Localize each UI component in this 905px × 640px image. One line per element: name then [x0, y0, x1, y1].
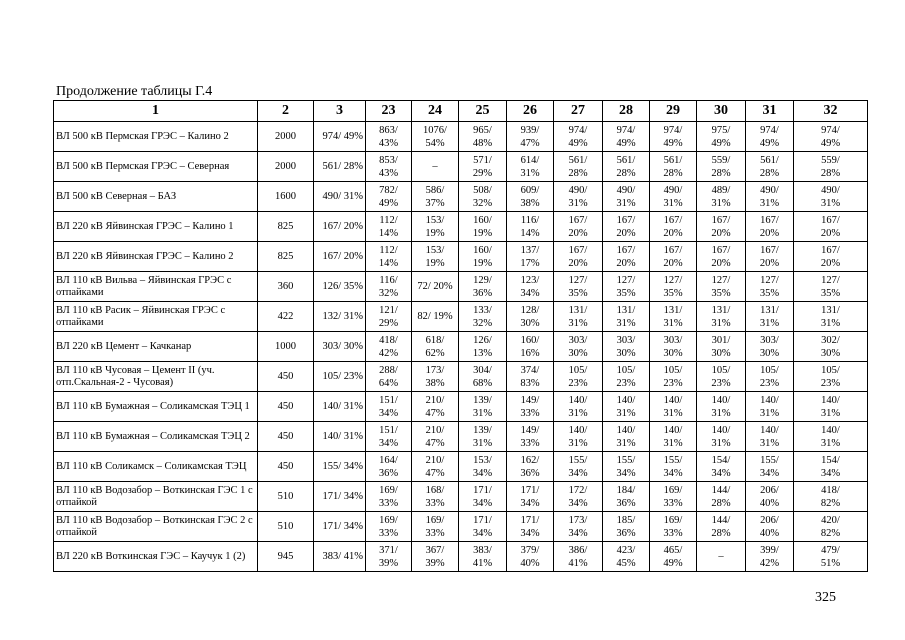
value-cell: 185/ 36%	[603, 512, 650, 542]
value-cell: 105/ 23%	[746, 362, 794, 392]
column-header: 29	[650, 101, 697, 122]
table-row	[54, 482, 868, 512]
value-cell: 72/ 20%	[412, 272, 459, 302]
value-cell: 162/ 36%	[507, 452, 554, 482]
value-cell: 974/ 49%	[650, 122, 697, 152]
value-cell: –	[697, 542, 746, 572]
capacity-cell: 1000	[258, 332, 314, 362]
value-cell: 974/ 49%	[794, 122, 868, 152]
value-cell: 121/ 29%	[366, 302, 412, 332]
value-cell: 939/ 47%	[507, 122, 554, 152]
value-cell: 561/ 28%	[746, 152, 794, 182]
value-cell: 164/ 36%	[366, 452, 412, 482]
value-cell: 140/ 31%	[794, 422, 868, 452]
value-cell: 133/ 32%	[459, 302, 507, 332]
value-cell: 144/ 28%	[697, 482, 746, 512]
value-cell: 131/ 31%	[603, 302, 650, 332]
value-cell: 586/ 37%	[412, 182, 459, 212]
value-cell: 418/ 82%	[794, 482, 868, 512]
base-load-cell: 105/ 23%	[314, 362, 366, 392]
column-header: 1	[54, 101, 258, 122]
column-header: 31	[746, 101, 794, 122]
value-cell: 155/ 34%	[603, 452, 650, 482]
value-cell: 571/ 29%	[459, 152, 507, 182]
value-cell: 167/ 20%	[603, 242, 650, 272]
column-header: 32	[794, 101, 868, 122]
table-row	[54, 362, 868, 392]
value-cell: 303/ 30%	[554, 332, 603, 362]
value-cell: 479/ 51%	[794, 542, 868, 572]
value-cell: 374/ 83%	[507, 362, 554, 392]
value-cell: 423/ 45%	[603, 542, 650, 572]
base-load-cell: 303/ 30%	[314, 332, 366, 362]
value-cell: 105/ 23%	[650, 362, 697, 392]
table-row	[54, 242, 868, 272]
value-cell: 140/ 31%	[650, 422, 697, 452]
capacity-cell: 825	[258, 242, 314, 272]
capacity-cell: 360	[258, 272, 314, 302]
value-cell: –	[412, 152, 459, 182]
base-load-cell: 561/ 28%	[314, 152, 366, 182]
value-cell: 155/ 34%	[554, 452, 603, 482]
value-cell: 614/ 31%	[507, 152, 554, 182]
value-cell: 210/ 47%	[412, 452, 459, 482]
table-row	[54, 152, 868, 182]
value-cell: 184/ 36%	[603, 482, 650, 512]
base-load-cell: 132/ 31%	[314, 302, 366, 332]
value-cell: 140/ 31%	[746, 392, 794, 422]
value-cell: 131/ 31%	[746, 302, 794, 332]
line-name-cell: ВЛ 500 кВ Пермская ГРЭС – Калино 2	[54, 122, 258, 152]
capacity-cell: 450	[258, 452, 314, 482]
value-cell: 172/ 34%	[554, 482, 603, 512]
value-cell: 559/ 28%	[794, 152, 868, 182]
base-load-cell: 171/ 34%	[314, 482, 366, 512]
value-cell: 167/ 20%	[794, 212, 868, 242]
base-load-cell: 155/ 34%	[314, 452, 366, 482]
value-cell: 140/ 31%	[603, 422, 650, 452]
base-load-cell: 490/ 31%	[314, 182, 366, 212]
base-load-cell: 171/ 34%	[314, 512, 366, 542]
value-cell: 609/ 38%	[507, 182, 554, 212]
value-cell: 126/ 13%	[459, 332, 507, 362]
value-cell: 210/ 47%	[412, 392, 459, 422]
capacity-cell: 450	[258, 362, 314, 392]
column-header: 27	[554, 101, 603, 122]
table-caption: Продолжение таблицы Г.4	[56, 84, 213, 99]
value-cell: 490/ 31%	[603, 182, 650, 212]
table-row	[54, 332, 868, 362]
capacity-cell: 510	[258, 482, 314, 512]
value-cell: 140/ 31%	[697, 422, 746, 452]
value-cell: 863/ 43%	[366, 122, 412, 152]
column-header: 23	[366, 101, 412, 122]
base-load-cell: 140/ 31%	[314, 422, 366, 452]
value-cell: 116/ 14%	[507, 212, 554, 242]
value-cell: 559/ 28%	[697, 152, 746, 182]
base-load-cell: 974/ 49%	[314, 122, 366, 152]
value-cell: 210/ 47%	[412, 422, 459, 452]
value-cell: 974/ 49%	[603, 122, 650, 152]
value-cell: 137/ 17%	[507, 242, 554, 272]
line-name-cell: ВЛ 110 кВ Водозабор – Воткинская ГЭС 1 с отпайкой	[54, 482, 258, 512]
line-name-cell: ВЛ 110 кВ Соликамск – Соликамская ТЭЦ	[54, 452, 258, 482]
value-cell: 140/ 31%	[554, 392, 603, 422]
capacity-cell: 2000	[258, 152, 314, 182]
value-cell: 420/ 82%	[794, 512, 868, 542]
base-load-cell: 140/ 31%	[314, 392, 366, 422]
value-cell: 167/ 20%	[697, 212, 746, 242]
capacity-cell: 945	[258, 542, 314, 572]
value-cell: 1076/ 54%	[412, 122, 459, 152]
value-cell: 974/ 49%	[554, 122, 603, 152]
value-cell: 149/ 33%	[507, 392, 554, 422]
capacity-cell: 1600	[258, 182, 314, 212]
value-cell: 169/ 33%	[412, 512, 459, 542]
value-cell: 169/ 33%	[650, 512, 697, 542]
line-name-cell: ВЛ 110 кВ Бумажная – Соликамская ТЭЦ 2	[54, 422, 258, 452]
value-cell: 105/ 23%	[603, 362, 650, 392]
capacity-cell: 510	[258, 512, 314, 542]
base-load-cell: 167/ 20%	[314, 212, 366, 242]
value-cell: 169/ 33%	[366, 512, 412, 542]
value-cell: 140/ 31%	[554, 422, 603, 452]
value-cell: 490/ 31%	[746, 182, 794, 212]
value-cell: 383/ 41%	[459, 542, 507, 572]
table-row	[54, 212, 868, 242]
value-cell: 561/ 28%	[603, 152, 650, 182]
value-cell: 489/ 31%	[697, 182, 746, 212]
value-cell: 160/ 19%	[459, 242, 507, 272]
value-cell: 151/ 34%	[366, 422, 412, 452]
line-name-cell: ВЛ 220 кВ Яйвинская ГРЭС – Калино 1	[54, 212, 258, 242]
value-cell: 140/ 31%	[794, 392, 868, 422]
value-cell: 508/ 32%	[459, 182, 507, 212]
line-name-cell: ВЛ 110 кВ Чусовая – Цемент II (уч. отп.Скальная-2 - Чусовая)	[54, 362, 258, 392]
value-cell: 112/ 14%	[366, 212, 412, 242]
value-cell: 167/ 20%	[794, 242, 868, 272]
value-cell: 618/ 62%	[412, 332, 459, 362]
value-cell: 975/ 49%	[697, 122, 746, 152]
table-row	[54, 452, 868, 482]
line-name-cell: ВЛ 220 кВ Воткинская ГЭС – Каучук 1 (2)	[54, 542, 258, 572]
data-table	[53, 100, 868, 572]
value-cell: 303/ 30%	[603, 332, 650, 362]
value-cell: 171/ 34%	[507, 482, 554, 512]
value-cell: 144/ 28%	[697, 512, 746, 542]
value-cell: 167/ 20%	[746, 242, 794, 272]
value-cell: 782/ 49%	[366, 182, 412, 212]
value-cell: 490/ 31%	[554, 182, 603, 212]
value-cell: 140/ 31%	[603, 392, 650, 422]
table-row	[54, 182, 868, 212]
value-cell: 965/ 48%	[459, 122, 507, 152]
value-cell: 105/ 23%	[697, 362, 746, 392]
base-load-cell: 167/ 20%	[314, 242, 366, 272]
value-cell: 561/ 28%	[650, 152, 697, 182]
value-cell: 105/ 23%	[794, 362, 868, 392]
value-cell: 561/ 28%	[554, 152, 603, 182]
value-cell: 153/ 34%	[459, 452, 507, 482]
value-cell: 140/ 31%	[697, 392, 746, 422]
value-cell: 127/ 35%	[650, 272, 697, 302]
line-name-cell: ВЛ 110 кВ Расик – Яйвинская ГРЭС с отпайками	[54, 302, 258, 332]
table-row	[54, 542, 868, 572]
line-name-cell: ВЛ 220 кВ Яйвинская ГРЭС – Калино 2	[54, 242, 258, 272]
value-cell: 171/ 34%	[459, 512, 507, 542]
base-load-cell: 126/ 35%	[314, 272, 366, 302]
value-cell: 173/ 38%	[412, 362, 459, 392]
value-cell: 206/ 40%	[746, 512, 794, 542]
value-cell: 167/ 20%	[746, 212, 794, 242]
value-cell: 853/ 43%	[366, 152, 412, 182]
column-header: 28	[603, 101, 650, 122]
value-cell: 168/ 33%	[412, 482, 459, 512]
column-header: 30	[697, 101, 746, 122]
value-cell: 155/ 34%	[650, 452, 697, 482]
value-cell: 386/ 41%	[554, 542, 603, 572]
line-name-cell: ВЛ 110 кВ Водозабор – Воткинская ГЭС 2 с отпайкой	[54, 512, 258, 542]
line-name-cell: ВЛ 110 кВ Вильва – Яйвинская ГРЭС с отпайками	[54, 272, 258, 302]
value-cell: 139/ 31%	[459, 422, 507, 452]
value-cell: 127/ 35%	[554, 272, 603, 302]
value-cell: 173/ 34%	[554, 512, 603, 542]
value-cell: 167/ 20%	[603, 212, 650, 242]
value-cell: 169/ 33%	[650, 482, 697, 512]
table-row	[54, 422, 868, 452]
table-row	[54, 272, 868, 302]
value-cell: 129/ 36%	[459, 272, 507, 302]
value-cell: 379/ 40%	[507, 542, 554, 572]
value-cell: 155/ 34%	[746, 452, 794, 482]
header-row	[54, 101, 868, 122]
value-cell: 131/ 31%	[697, 302, 746, 332]
column-header: 24	[412, 101, 459, 122]
value-cell: 128/ 30%	[507, 302, 554, 332]
column-header: 3	[314, 101, 366, 122]
value-cell: 153/ 19%	[412, 212, 459, 242]
column-header: 26	[507, 101, 554, 122]
value-cell: 140/ 31%	[746, 422, 794, 452]
capacity-cell: 825	[258, 212, 314, 242]
capacity-cell: 2000	[258, 122, 314, 152]
line-name-cell: ВЛ 500 кВ Пермская ГРЭС – Северная	[54, 152, 258, 182]
value-cell: 149/ 33%	[507, 422, 554, 452]
column-header: 25	[459, 101, 507, 122]
line-name-cell: ВЛ 220 кВ Цемент – Качканар	[54, 332, 258, 362]
value-cell: 160/ 16%	[507, 332, 554, 362]
value-cell: 139/ 31%	[459, 392, 507, 422]
value-cell: 167/ 20%	[554, 212, 603, 242]
value-cell: 140/ 31%	[650, 392, 697, 422]
value-cell: 123/ 34%	[507, 272, 554, 302]
table-row	[54, 122, 868, 152]
value-cell: 367/ 39%	[412, 542, 459, 572]
value-cell: 116/ 32%	[366, 272, 412, 302]
value-cell: 303/ 30%	[650, 332, 697, 362]
value-cell: 303/ 30%	[746, 332, 794, 362]
value-cell: 154/ 34%	[794, 452, 868, 482]
value-cell: 167/ 20%	[650, 242, 697, 272]
value-cell: 105/ 23%	[554, 362, 603, 392]
capacity-cell: 422	[258, 302, 314, 332]
value-cell: 127/ 35%	[603, 272, 650, 302]
value-cell: 490/ 31%	[650, 182, 697, 212]
line-name-cell: ВЛ 500 кВ Северная – БАЗ	[54, 182, 258, 212]
value-cell: 418/ 42%	[366, 332, 412, 362]
value-cell: 167/ 20%	[650, 212, 697, 242]
value-cell: 304/ 68%	[459, 362, 507, 392]
value-cell: 131/ 31%	[554, 302, 603, 332]
value-cell: 399/ 42%	[746, 542, 794, 572]
value-cell: 974/ 49%	[746, 122, 794, 152]
value-cell: 371/ 39%	[366, 542, 412, 572]
value-cell: 167/ 20%	[697, 242, 746, 272]
value-cell: 127/ 35%	[794, 272, 868, 302]
value-cell: 490/ 31%	[794, 182, 868, 212]
value-cell: 171/ 34%	[507, 512, 554, 542]
value-cell: 82/ 19%	[412, 302, 459, 332]
value-cell: 167/ 20%	[554, 242, 603, 272]
value-cell: 112/ 14%	[366, 242, 412, 272]
table-row	[54, 302, 868, 332]
value-cell: 302/ 30%	[794, 332, 868, 362]
value-cell: 154/ 34%	[697, 452, 746, 482]
value-cell: 160/ 19%	[459, 212, 507, 242]
table-row	[54, 512, 868, 542]
page-number: 325	[815, 590, 836, 605]
value-cell: 301/ 30%	[697, 332, 746, 362]
base-load-cell: 383/ 41%	[314, 542, 366, 572]
value-cell: 206/ 40%	[746, 482, 794, 512]
value-cell: 127/ 35%	[746, 272, 794, 302]
capacity-cell: 450	[258, 422, 314, 452]
value-cell: 465/ 49%	[650, 542, 697, 572]
value-cell: 127/ 35%	[697, 272, 746, 302]
value-cell: 171/ 34%	[459, 482, 507, 512]
value-cell: 153/ 19%	[412, 242, 459, 272]
table-row	[54, 392, 868, 422]
value-cell: 151/ 34%	[366, 392, 412, 422]
value-cell: 288/ 64%	[366, 362, 412, 392]
value-cell: 169/ 33%	[366, 482, 412, 512]
value-cell: 131/ 31%	[794, 302, 868, 332]
line-name-cell: ВЛ 110 кВ Бумажная – Соликамская ТЭЦ 1	[54, 392, 258, 422]
capacity-cell: 450	[258, 392, 314, 422]
value-cell: 131/ 31%	[650, 302, 697, 332]
column-header: 2	[258, 101, 314, 122]
